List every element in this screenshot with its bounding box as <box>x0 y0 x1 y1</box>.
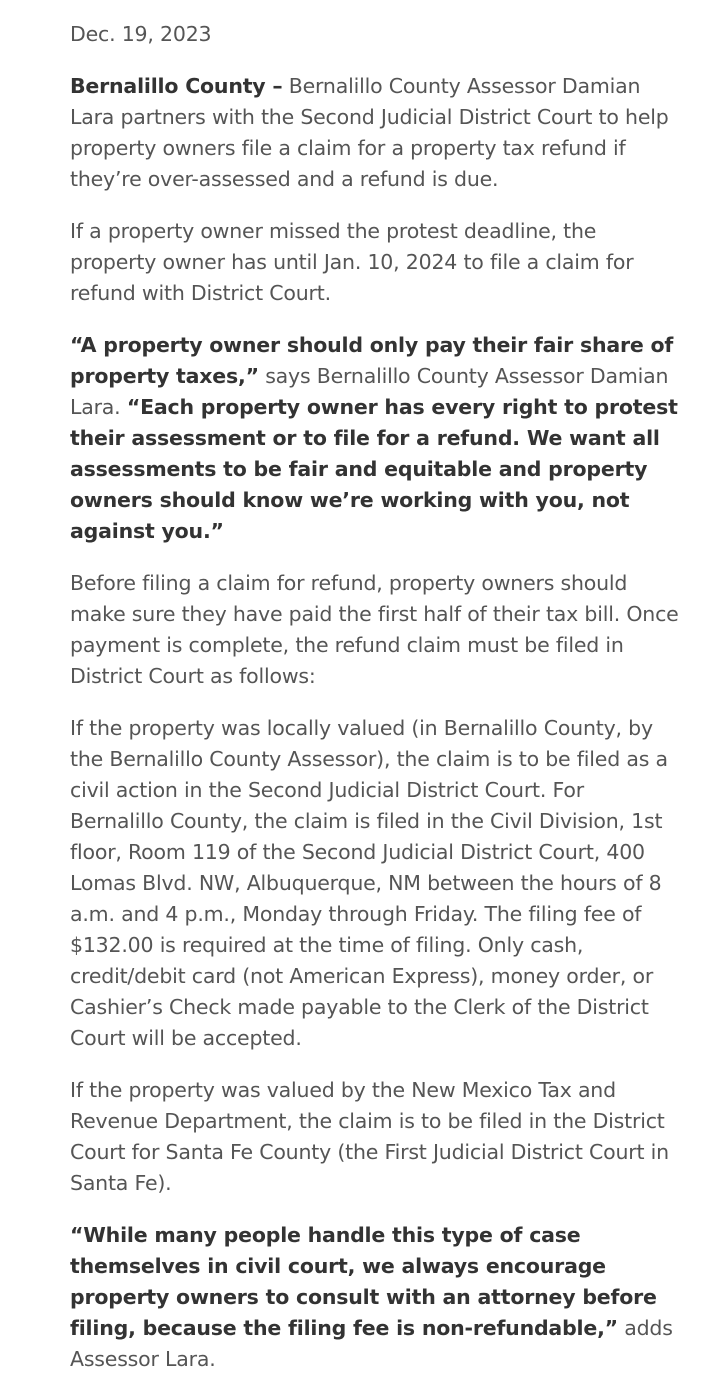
intro-bold-lead: Bernalillo County – <box>70 74 283 98</box>
paragraph-deadline: If a property owner missed the protest deadline, the property owner has until Jan. 10, 2024 to file a claim for refund with District Court. <box>70 219 634 305</box>
paragraph-closing-quote <box>70 1220 680 1375</box>
intro-text: Bernalillo County Assessor Damian Lara partners with the Second Judicial District Court to help property owners file a claim for a property tax refund if they’re over-assessed and a refund is due. <box>70 74 669 191</box>
paragraph-before-filing: Before filing a claim for refund, property owners should make sure they have paid the first half of their tax bill. Once payment is complete, the refund claim must be filed in District Court as follows: <box>70 571 679 688</box>
quote-right-to-protest: “Each property owner has every right to protest their assessment or to file for a refund. We want all assessments to be fair and equitable and property owners should know we’re working with you, not against you.” <box>70 395 678 543</box>
article-date: Dec. 19, 2023 <box>70 22 212 46</box>
paragraph-locally-valued: If the property was locally valued (in Bernalillo County, by the Bernalillo County Assessor), the claim is to be filed as a civil action in the Second Judicial District Court. For Bernalillo County, the claim is filed in the Civil Division, 1st floor, Room 119 of the Second Judicial District Court, 400 Lomas Blvd. NW, Albuquerque, NM between the hours of 8 a.m. and 4 p.m., Monday through Friday. The filing fee of $132.00 is required at the time of filing. Only cash, credit/debit card (not American Express), money order, or Cashier’s Check made payable to the Clerk of the District Court will be accepted. <box>70 716 668 1050</box>
paragraph-intro <box>70 71 680 195</box>
quote-fair-share: “A property owner should only pay their fair share of property taxes,” <box>70 333 674 388</box>
paragraph-state-valued: If the property was valued by the New Mexico Tax and Revenue Department, the claim is to be filed in the District Court for Santa Fe County (the First Judicial District Court in Santa Fe). <box>70 1078 669 1195</box>
closing-quote: “While many people handle this type of case themselves in civil court, we always encourage property owners to consult with an attorney before filing, because the filing fee is non-refundable,” <box>70 1223 657 1340</box>
quote-attribution: says Bernalillo County Assessor Damian Lara. <box>70 364 669 419</box>
paragraph-quote-fair-share <box>70 330 680 547</box>
closing-attribution: adds Assessor Lara. <box>70 1316 673 1371</box>
